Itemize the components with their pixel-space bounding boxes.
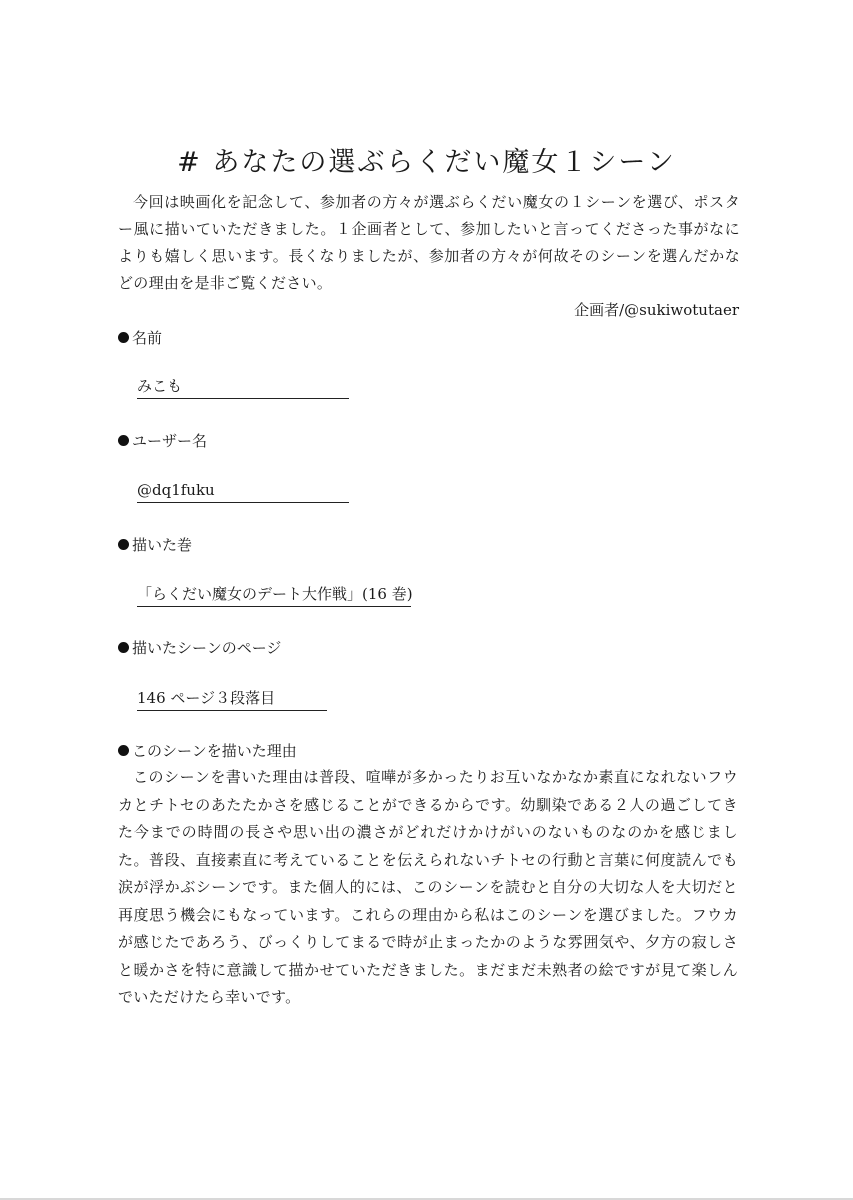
field-label-text: 名前: [132, 329, 163, 347]
bullet-icon: [118, 642, 129, 653]
field-label-reason: [118, 738, 297, 764]
reason-paragraph: このシーンを書いた理由は普段、喧嘩が多かったりお互いなかなか素直になれないフウカとチトセのあたたかさを感じることができるからです。幼馴染である２人の過ごしてきた今までの時間の長さや思い出の濃さがどれだけかけがいのないものなのかを感じました。普段、直接素直に考えていることを伝えられないチトセの行動と言葉に何度読んでも涙が浮かぶシーンです。また個人的には、このシーンを読むと自分の大切な人を大切だと再度思う機会にもなっています。これらの理由から私はこのシーンを選びました。フウカが感じたであろう、びっくりしてまるで時が止まったかのような雰囲気や、夕方の寂しさと暖かさを特に意識して描かせていただきました。まだまだ未熟者の絵ですが見て楽しんでいただけたら幸いです。: [118, 768, 738, 1006]
bullet-icon: [118, 332, 129, 343]
field-value-volume: 「らくだい魔女のデート大作戦」(16 巻): [137, 582, 411, 607]
field-label-text: 描いた巻: [132, 536, 193, 554]
bullet-icon: [118, 435, 129, 446]
field-label-name: [118, 325, 162, 351]
bullet-icon: [118, 539, 129, 550]
field-label-text: このシーンを描いた理由: [132, 742, 297, 760]
field-value-name: みこも: [137, 374, 349, 399]
field-label-page: [118, 635, 281, 661]
field-label-text: ユーザー名: [132, 432, 208, 450]
field-value-username: @dq1fuku: [137, 478, 349, 503]
document-title: # あなたの選ぶらくだい魔女１シーン: [177, 147, 676, 178]
organizer-credit: 企画者/@sukiwotutaer: [574, 301, 739, 319]
bullet-icon: [118, 745, 129, 756]
field-label-text: 描いたシーンのページ: [132, 639, 282, 657]
field-label-username: [118, 428, 207, 454]
intro-paragraph: 今回は映画化を記念して、参加者の方々が選ぶらくだい魔女の１シーンを選び、ポスター風に描いていただきました。１企画者として、参加したいと言ってくださった事がなによりも嬉しく思います。長くなりましたが、参加者の方々が何故そのシーンを選んだかなどの理由を是非ご覧ください。: [118, 193, 740, 292]
field-label-volume: [118, 532, 192, 558]
field-value-page: 146 ページ３段落目: [137, 686, 327, 711]
